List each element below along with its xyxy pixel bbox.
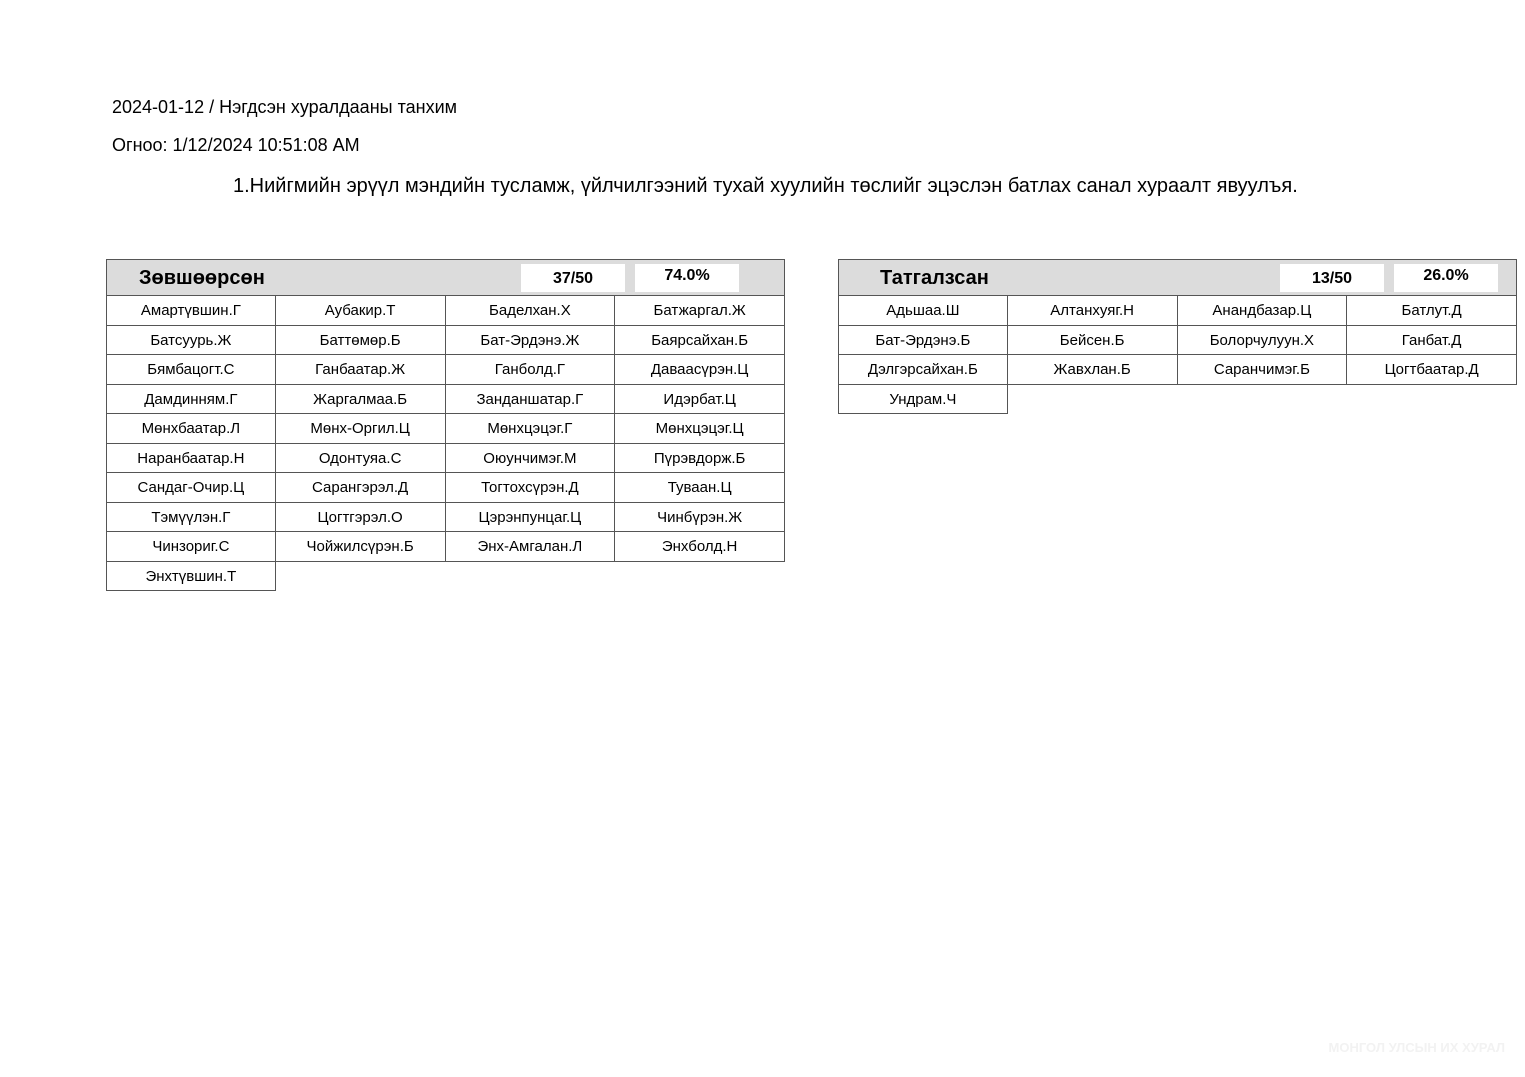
- member-name-cell: Бат-Эрдэнэ.Ж: [446, 326, 616, 356]
- member-name-cell: Бейсен.Б: [1008, 326, 1178, 356]
- member-name-cell: Цэрэнпунцаг.Ц: [446, 503, 616, 533]
- session-title: 2024-01-12 / Нэгдсэн хуралдааны танхим: [112, 97, 457, 117]
- member-name-cell: Энх-Амгалан.Л: [446, 532, 616, 562]
- member-name-cell: Амартүвшин.Г: [106, 296, 276, 326]
- rejected-header: [838, 259, 1517, 296]
- member-name-cell: Жавхлан.Б: [1008, 355, 1178, 385]
- member-name-cell: Даваасүрэн.Ц: [615, 355, 785, 385]
- member-name-cell: Ундрам.Ч: [838, 385, 1008, 415]
- member-name-cell: Саранчимэг.Б: [1178, 355, 1348, 385]
- member-name-cell: Аубакир.Т: [276, 296, 446, 326]
- member-name-cell: Алтанхуяг.Н: [1008, 296, 1178, 326]
- member-name-cell: Мөнхцэцэг.Г: [446, 414, 616, 444]
- member-name-cell: Чойжилсүрэн.Б: [276, 532, 446, 562]
- rejected-panel: [838, 259, 1517, 414]
- member-name-cell: Пүрэвдорж.Б: [615, 444, 785, 474]
- rejected-percent: 26.0%: [1394, 264, 1498, 292]
- member-name-cell: Ганбат.Д: [1347, 326, 1517, 356]
- member-name-cell: Мөнхцэцэг.Ц: [615, 414, 785, 444]
- member-name-cell: Дамдинням.Г: [106, 385, 276, 415]
- member-name-cell: Тогтохсүрэн.Д: [446, 473, 616, 503]
- member-name-cell: Занданшатар.Г: [446, 385, 616, 415]
- member-name-cell: Цогтбаатар.Д: [1347, 355, 1517, 385]
- member-name-cell: Чинбүрэн.Ж: [615, 503, 785, 533]
- member-name-cell: Болорчулуун.Х: [1178, 326, 1348, 356]
- vote-question: 1.Нийгмийн эрүүл мэндийн тусламж, үйлчилгээний тухай хуулийн төслийг эцэслэн батлах санал хураалт явуулъя.: [233, 175, 1298, 197]
- member-name-cell: Оюунчимэг.М: [446, 444, 616, 474]
- member-name-cell: Туваан.Ц: [615, 473, 785, 503]
- member-name-cell: Батжаргал.Ж: [615, 296, 785, 326]
- rejected-count: 13/50: [1280, 264, 1384, 292]
- member-name-cell: Энхболд.Н: [615, 532, 785, 562]
- approved-panel: [106, 259, 785, 591]
- member-name-cell: Идэрбат.Ц: [615, 385, 785, 415]
- member-name-cell: Баделхан.Х: [446, 296, 616, 326]
- approved-count: 37/50: [521, 264, 625, 292]
- member-name-cell: Мөнх-Оргил.Ц: [276, 414, 446, 444]
- member-name-cell: Анандбазар.Ц: [1178, 296, 1348, 326]
- approved-header: [106, 259, 785, 296]
- member-name-cell: Сарангэрэл.Д: [276, 473, 446, 503]
- member-name-cell: Бямбацогт.С: [106, 355, 276, 385]
- member-name-cell: Наранбаатар.Н: [106, 444, 276, 474]
- member-name-cell: Сандаг-Очир.Ц: [106, 473, 276, 503]
- approved-names-grid: [106, 296, 785, 591]
- member-name-cell: Дэлгэрсайхан.Б: [838, 355, 1008, 385]
- member-name-cell: Бат-Эрдэнэ.Б: [838, 326, 1008, 356]
- member-name-cell: Баярсайхан.Б: [615, 326, 785, 356]
- vote-date: Огноо: 1/12/2024 10:51:08 AM: [112, 135, 360, 155]
- member-name-cell: Батсуурь.Ж: [106, 326, 276, 356]
- member-name-cell: Батлут.Д: [1347, 296, 1517, 326]
- member-name-cell: Тэмүүлэн.Г: [106, 503, 276, 533]
- member-name-cell: Адьшаа.Ш: [838, 296, 1008, 326]
- member-name-cell: Чинзориг.С: [106, 532, 276, 562]
- approved-title: Зөвшөөрсөн: [139, 267, 265, 289]
- rejected-title: Татгалзсан: [880, 267, 989, 289]
- member-name-cell: Баттөмөр.Б: [276, 326, 446, 356]
- member-name-cell: Жаргалмаа.Б: [276, 385, 446, 415]
- member-name-cell: Ганбаатар.Ж: [276, 355, 446, 385]
- rejected-names-grid: [838, 296, 1517, 414]
- member-name-cell: Ганболд.Г: [446, 355, 616, 385]
- approved-percent: 74.0%: [635, 264, 739, 292]
- member-name-cell: Мөнхбаатар.Л: [106, 414, 276, 444]
- member-name-cell: Цогтгэрэл.О: [276, 503, 446, 533]
- member-name-cell: Одонтуяа.С: [276, 444, 446, 474]
- parliament-watermark: МОНГОЛ УЛСЫН ИХ ХУРАЛ: [1328, 1040, 1505, 1055]
- member-name-cell: Энхтүвшин.Т: [106, 562, 276, 592]
